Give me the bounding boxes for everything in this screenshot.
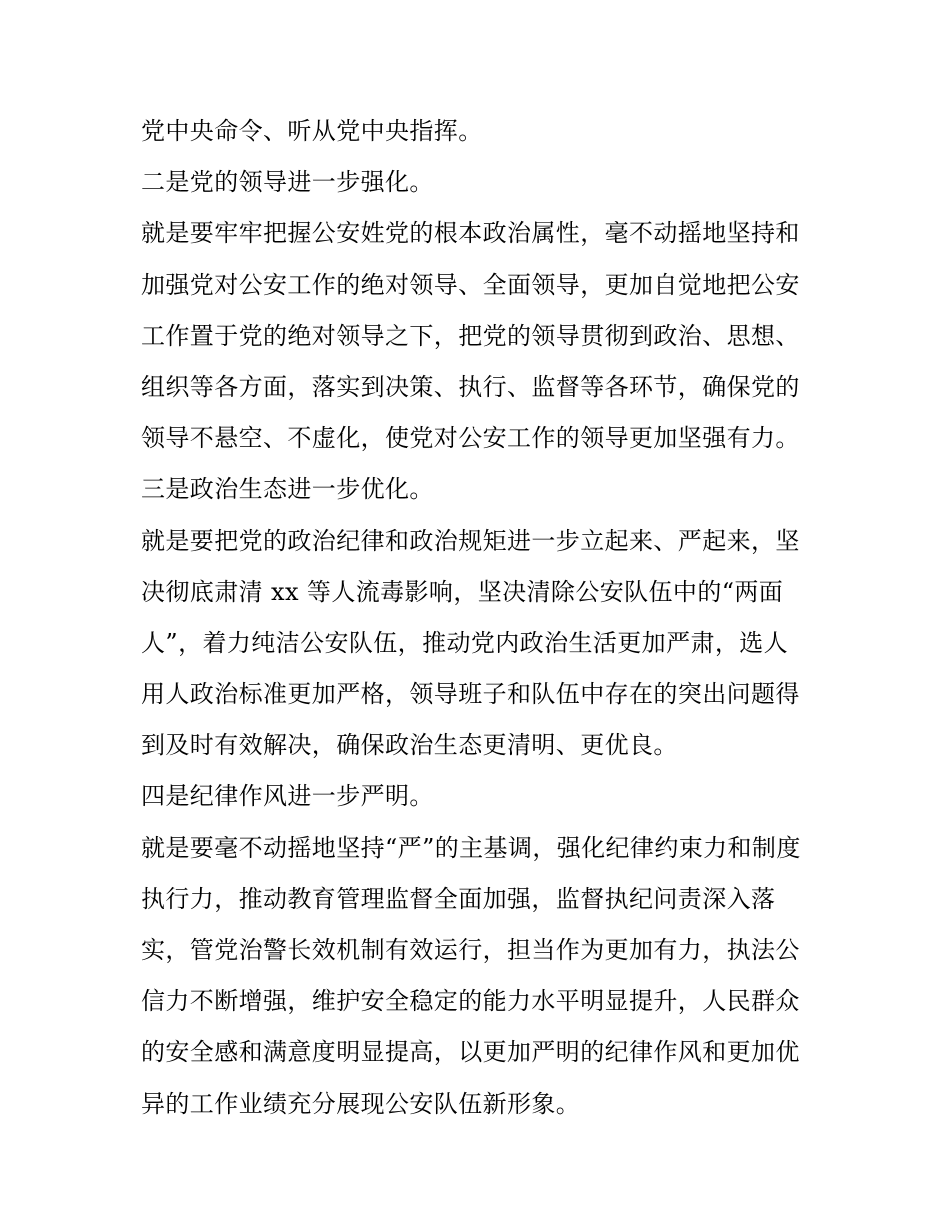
text-line: 人”，着力纯洁公安队伍，推动党内政治生活更加严肃，选人 bbox=[141, 628, 789, 657]
document-body bbox=[141, 106, 841, 1130]
text-line: 实，管党治警长效机制有效运行，担当作为更加有力，执法公 bbox=[141, 936, 800, 964]
text-line: 用人政治标准更加严格，领导班子和队伍中存在的突出问题得 bbox=[141, 680, 800, 709]
section-heading: 三是政治生态进一步优化。 bbox=[141, 475, 434, 504]
text-line: 的安全感和满意度明显提高，以更加严明的纪律作风和更加优 bbox=[141, 1038, 800, 1067]
section-heading: 四是纪律作风进一步严明。 bbox=[141, 782, 434, 811]
text-line: 就是要毫不动摇地坚持“严”的主基调，强化纪律约束力和制度 bbox=[141, 833, 801, 862]
text-line: 执行力，推动教育管理监督全面加强，监督执纪问责深入落 bbox=[141, 884, 776, 913]
text-line: 组织等各方面，落实到决策、执行、监督等各环节，确保党的 bbox=[141, 372, 800, 401]
text-line: 就是要把党的政治纪律和政治规矩进一步立起来、严起来，坚 bbox=[141, 526, 800, 555]
section-heading: 二是党的领导进一步强化。 bbox=[141, 168, 434, 197]
text-line: 领导不悬空、不虚化，使党对公安工作的领导更加坚强有力。 bbox=[141, 424, 800, 453]
text-line: 信力不断增强，维护安全稳定的能力水平明显提升，人民群众 bbox=[141, 987, 800, 1016]
text-line: 就是要牢牢把握公安姓党的根本政治属性，毫不动摇地坚持和 bbox=[141, 219, 800, 248]
text-line: 决彻底肃清 xx 等人流毒影响，坚决清除公安队伍中的“两面 bbox=[141, 577, 784, 606]
text-line: 异的工作业绩充分展现公安队伍新形象。 bbox=[141, 1089, 581, 1118]
text-line: 加强党对公安工作的绝对领导、全面领导，更加自觉地把公安 bbox=[141, 270, 800, 299]
text-line: 党中央命令、听从党中央指挥。 bbox=[141, 117, 483, 145]
text-line: 到及时有效解决，确保政治生态更清明、更优良。 bbox=[141, 731, 678, 760]
text-line: 工作置于党的绝对领导之下，把党的领导贯彻到政治、思想、 bbox=[141, 321, 800, 350]
